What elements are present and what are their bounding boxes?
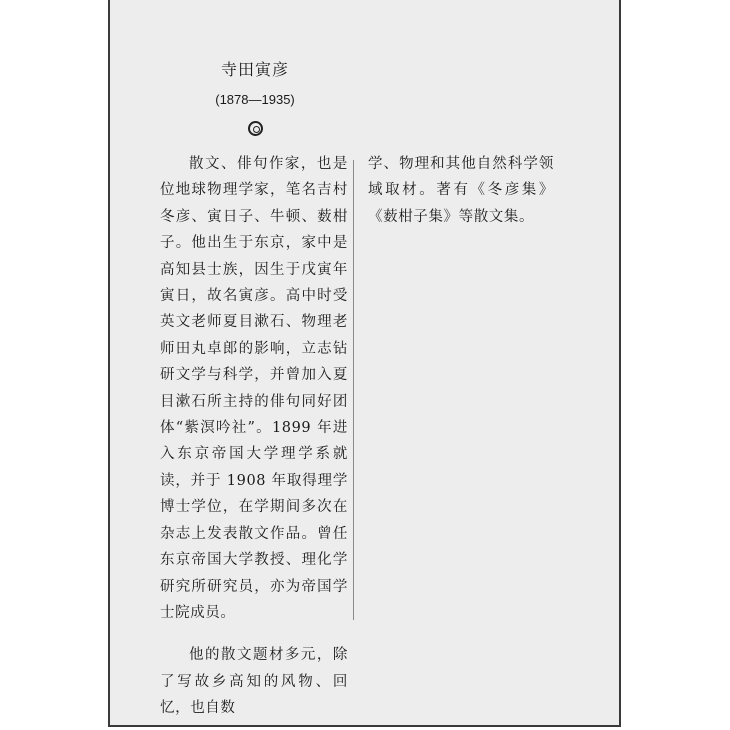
bio-paragraph-1: 散文、俳句作家，也是位地球物理学家，笔名吉村冬彦、寅日子、牛顿、薮柑子。他出生于东京，家中是高知县士族，因生于戊寅年寅日，故名寅彦。高中时受英文老师夏目漱石、物理老师田丸卓郎的影响，立志钻研文学与科学，并曾加入夏目漱石所主持的俳句同好团体“紫溟吟社”。1899 年进入东京帝国大学理学系就读，并于 1908 年取得理学博士学位，在学期间多次在杂志上发表散文作品。曾任东京帝国大学教授、理化学研究所研究员，亦为帝国学士院成员。 (160, 156, 348, 621)
column-divider (353, 160, 354, 620)
bio-paragraph-2: 他的散文题材多元，除了写故乡高知的风物、回忆，也自数 (160, 647, 348, 717)
double-circle-icon (248, 121, 263, 136)
right-column (368, 151, 554, 230)
bio-paragraph-2-continued: 学、物理和其他自然科学领域取材。著有《冬彦集》《薮柑子集》等散文集。 (368, 156, 554, 225)
author-dates: (1878—1935) (215, 92, 295, 107)
author-name: 寺田寅彦 (220, 60, 289, 79)
book-page (108, 0, 621, 727)
left-column (160, 151, 348, 722)
